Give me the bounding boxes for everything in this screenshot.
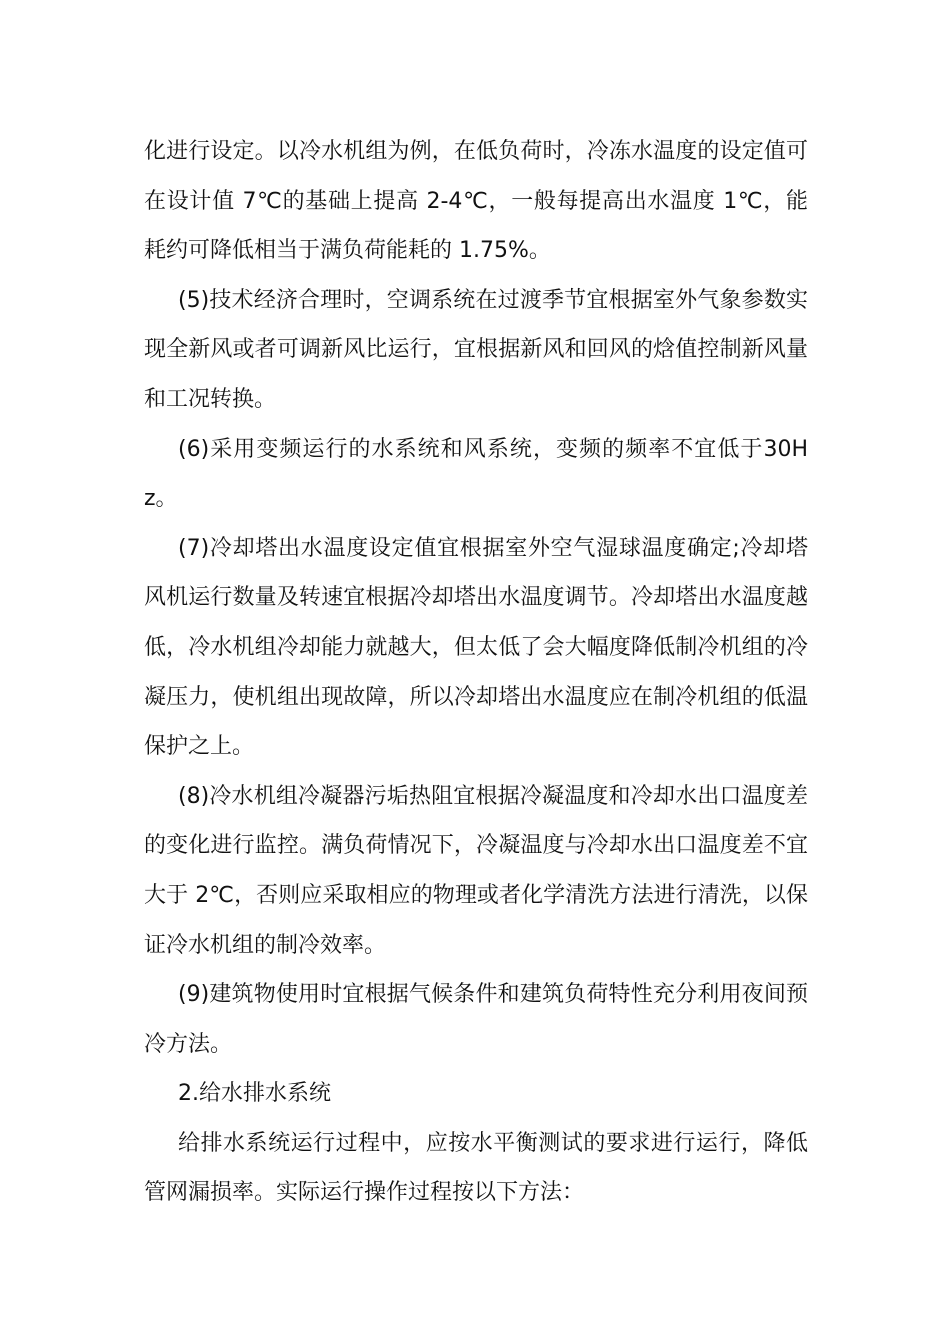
paragraph-item-7: (7)冷却塔出水温度设定值宜根据室外空气湿球温度确定;冷却塔风机运行数量及转速宜根据冷却塔出水温度调节。冷却塔出水温度越低，冷水机组冷却能力就越大，但太低了会大幅度降低制冷机组的冷凝压力，使机组出现故障，所以冷却塔出水温度应在制冷机组的低温保护之上。 <box>144 535 808 760</box>
paragraph-item-5: (5)技术经济合理时，空调系统在过渡季节宜根据室外气象参数实现全新风或者可调新风比运行，宜根据新风和回风的焓值控制新风量和工况转换。 <box>144 287 808 412</box>
paragraph-item-6: (6)采用变频运行的水系统和风系统，变频的频率不宜低于30Hz。 <box>144 436 808 512</box>
paragraph-continuation: 化进行设定。以冷水机组为例，在低负荷时，冷冻水温度的设定值可在设计值 7℃的基础上提高 2-4℃，一般每提高出水温度 1℃，能耗约可降低相当于满负荷能耗的 1.75%。 <box>144 139 808 264</box>
paragraph-item-9: (9)建筑物使用时宜根据气候条件和建筑负荷特性充分利用夜间预冷方法。 <box>144 982 808 1057</box>
paragraph-section-intro: 给排水系统运行过程中，应按水平衡测试的要求进行运行，降低管网漏损率。实际运行操作过程按以下方法： <box>144 1130 808 1206</box>
paragraph-item-8: (8)冷水机组冷凝器污垢热阻宜根据冷凝温度和冷却水出口温度差的变化进行监控。满负荷情况下，冷凝温度与冷却水出口温度差不宜大于 2℃，否则应采取相应的物理或者化学清洗方法进行清洗，以保证冷水机组的制冷效率。 <box>144 783 808 958</box>
document-body <box>144 127 808 1218</box>
section-heading: 2.给水排水系统 <box>178 1081 331 1107</box>
